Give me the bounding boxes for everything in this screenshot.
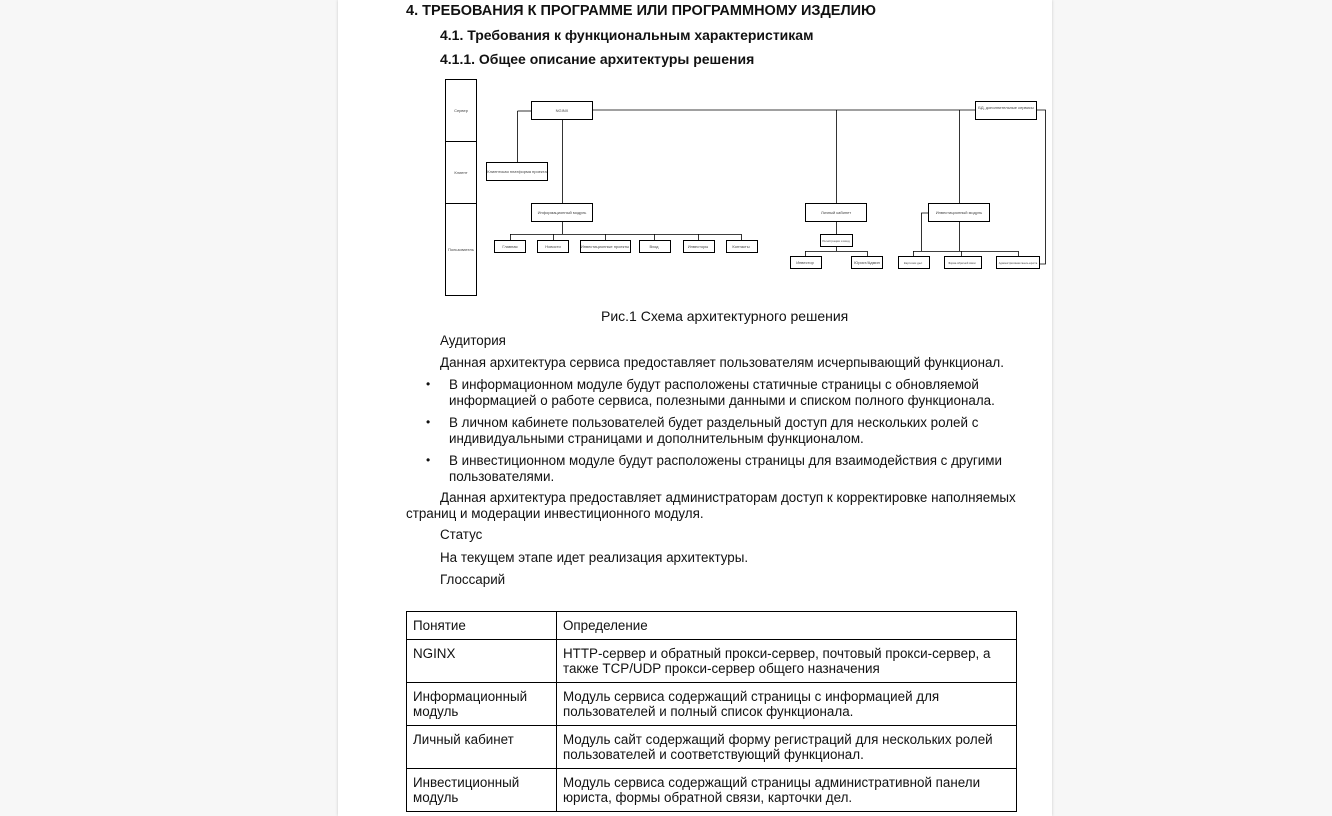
term-cell: Инвестиционный модуль (407, 768, 557, 811)
definition-cell: HTTP-сервер и обратный прокси-сервер, почтовый прокси-сервер, а также TCP/UDP прокси-сервер общего назначения (557, 639, 1017, 682)
admin-paragraph: Данная архитектура предоставляет администраторам доступ к корректировке наполняемых страниц и модерации инвестиционного модуля. (406, 490, 1016, 521)
figure-caption: Рис.1 Схема архитектурного решения (601, 308, 849, 324)
lane-label-user: Пользователь (448, 247, 474, 252)
glossary-table (406, 611, 1017, 812)
cabinet-page-label: Юрист/Админ (854, 260, 880, 265)
definition-cell: Модуль сервиса содержащий страницы с информацией для пользователей и полный список функционала. (557, 682, 1017, 725)
header-definition: Определение (557, 612, 1017, 640)
audience-intro: Данная архитектура сервиса предоставляет пользователям исчерпывающий функционал. (440, 355, 1004, 370)
bullet-marker: • (426, 377, 431, 391)
table-row (407, 768, 1017, 811)
bullet-marker: • (426, 453, 431, 467)
info-page-label: Контакты (732, 244, 750, 249)
header-term: Понятие (407, 612, 557, 640)
bullet-text: В информационном модуле будут расположены статичные страницы с обновляемой информацией о работе сервиса, полезными данными и списком полного функционала. (449, 377, 995, 408)
term-cell: NGINX (407, 639, 557, 682)
status-text: На текущем этапе идет реализация архитектуры. (440, 550, 749, 565)
section-heading: 4. ТРЕБОВАНИЯ К ПРОГРАММЕ ИЛИ ПРОГРАММНОМУ ИЗДЕЛИЮ (406, 3, 876, 19)
bullet-text: В личном кабинете пользователей будет раздельный доступ для нескольких ролей с индивидуальными страницами и дополнительным функционалом. (449, 415, 979, 446)
document-page (338, 0, 1052, 816)
architecture-diagram (438, 76, 1052, 300)
table-row (407, 725, 1017, 768)
table-header-row (407, 612, 1017, 640)
bullet-text: В инвестиционном модуле будут расположены страницы для взаимодействия с другими пользователями. (449, 453, 1002, 484)
bullet-marker: • (426, 415, 431, 429)
audience-title: Аудитория (440, 333, 506, 348)
info-module-label: Информационный модуль (537, 210, 587, 215)
glossary-title: Глоссарий (440, 572, 506, 587)
subsubsection-heading: 4.1.1. Общее описание архитектуры решения (440, 51, 755, 67)
subsection-heading: 4.1. Требования к функциональным характеристикам (440, 27, 814, 43)
info-page-label: Инвестиционные проекты (580, 244, 630, 249)
invest-module-label: Инвестиционный модуль (935, 210, 983, 215)
invest-page-label: Карточки дел (903, 261, 923, 265)
info-page-label: Инвесторы (687, 244, 709, 249)
cabinet-page-label: Инвестор (796, 260, 814, 265)
term-cell: Личный кабинет (407, 725, 557, 768)
info-page-label: Вход (649, 244, 659, 249)
nginx-label: NGINX (555, 108, 569, 113)
table-row (407, 682, 1017, 725)
cabinet-label: Личный кабинет (820, 210, 852, 215)
definition-cell: Модуль сайт содержащий форму регистраций для нескольких ролей пользователей и соответствующий функционал. (557, 725, 1017, 768)
term-cell: Информационный модуль (407, 682, 557, 725)
database-label: БД, дополнительные сервисы (978, 105, 1034, 110)
info-page-label: Новости (545, 244, 561, 249)
invest-page-label: Административная панель юриста (998, 262, 1038, 265)
lane-label-server: Сервер (454, 108, 468, 113)
status-title: Статус (440, 527, 483, 542)
info-page-label: Главная (502, 244, 518, 249)
registration-label: Регистрация и вход (822, 239, 850, 243)
invest-page-label: Форма обратной связи (948, 262, 976, 265)
frontend-label: Клиентская платформа проекта (487, 169, 547, 174)
table-row (407, 639, 1017, 682)
definition-cell: Модуль сервиса содержащий страницы административной панели юриста, формы обратной связи, карточки дел. (557, 768, 1017, 811)
lane-label-client: Клиент (454, 170, 468, 175)
